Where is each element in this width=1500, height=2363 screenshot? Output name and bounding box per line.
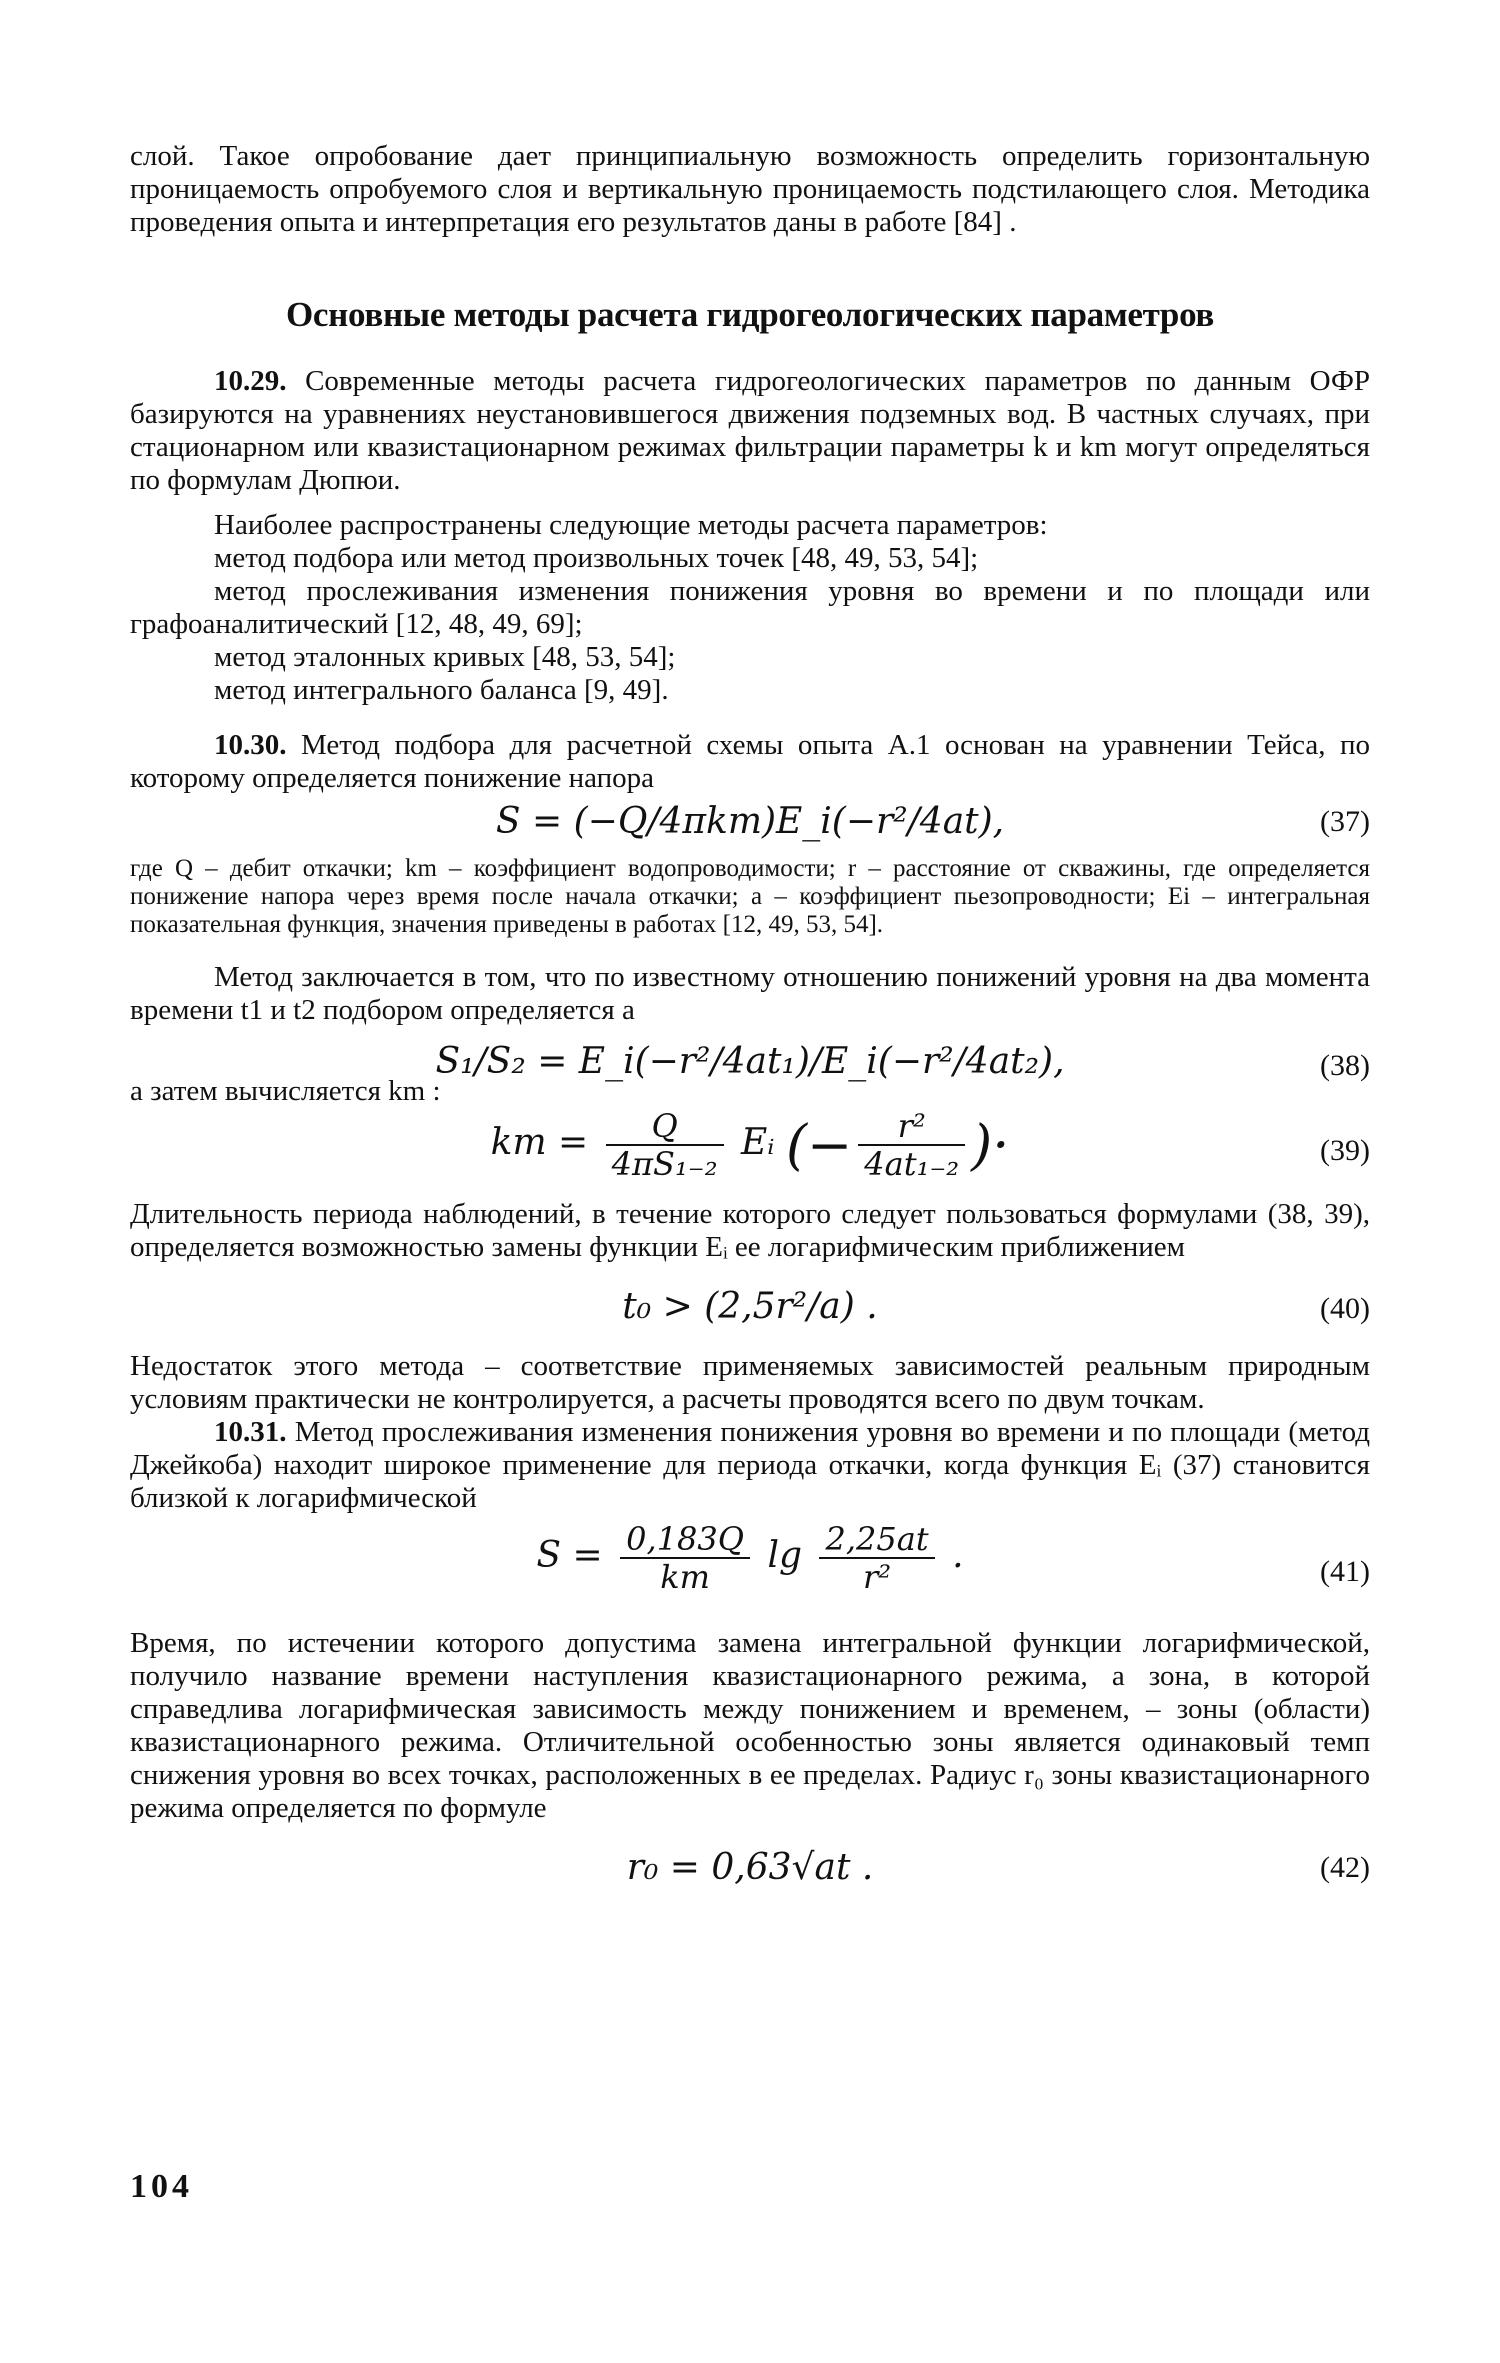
then-km-line: а затем вычисляется km :: [130, 1075, 441, 1107]
numerator: Q: [606, 1108, 724, 1146]
equation-body: S = (−Q/4πkm)E_i(−r²/4at),: [495, 801, 1005, 842]
equation-38: [130, 1027, 1370, 1097]
eq39-fraction-1: [606, 1108, 724, 1182]
equation-number: (40): [1320, 1292, 1370, 1325]
eq39-lhs: km =: [490, 1122, 589, 1163]
eq41-period: .: [952, 1535, 964, 1576]
equation-number: (39): [1320, 1134, 1370, 1167]
section-heading: Основные методы расчета гидрогеологических параметров: [285, 295, 1215, 334]
numerator: 0,183Q: [620, 1521, 750, 1559]
methods-intro: Наиболее распространены следующие методы расчета параметров:: [214, 509, 1048, 541]
equation-body: t₀ > (2,5r²/a) .: [622, 1286, 878, 1327]
paragraph-10-30: [130, 729, 1370, 795]
method-item-3: метод эталонных кривых [48, 53, 54];: [214, 641, 676, 673]
paragraph-number: 10.29.: [214, 365, 287, 397]
paragraph-text: Современные методы расчета гидрогеологических параметров по данным ОФР базируются на уравнениях неустановившегося движения подземных вод. В частных случаях, при стационарном или квазистационарном режимах фильтрации параметры k и km могут определяться по формулам Дюпюи.: [130, 365, 1370, 496]
paragraph-10-31: [130, 1416, 1370, 1515]
equation-number: (38): [1320, 1049, 1370, 1082]
paragraph-text: Метод прослеживания изменения понижения уровня во времени и по площади (метод Джейкоба) находит широкое применение для периода откачки, когда функция Eᵢ (37) становится близкой к логарифмической: [130, 1416, 1370, 1514]
equation-41: [130, 1515, 1370, 1615]
denominator: 4at₁₋₂: [864, 1145, 960, 1183]
page-number: 104: [130, 2168, 193, 2205]
eq41-lhs: S =: [536, 1535, 603, 1576]
denominator: 4πS₁₋₂: [611, 1145, 718, 1183]
numerator: 2,25at: [819, 1521, 934, 1559]
equation-number: (37): [1320, 805, 1370, 838]
drawback-paragraph: Недостаток этого метода – соответствие применяемых зависимостей реальным природным условиям практически не контролируется, а расчеты проводятся всего по двум точкам.: [130, 1350, 1370, 1415]
right-paren: )·: [971, 1113, 1010, 1177]
paragraph-10-29: [130, 365, 1370, 497]
method-item-2: метод прослеживания изменения понижения уровня во времени и по площади или графоаналитический [12, 48, 49, 69];: [130, 575, 1370, 640]
equation-39: [130, 1108, 1370, 1198]
eq39-function: Eᵢ: [740, 1122, 775, 1163]
numerator: r²: [858, 1108, 965, 1146]
eq41-fraction-2: [819, 1521, 934, 1595]
method-description: Метод заключается в том, что по известному отношению понижений уровня на два момента времени t1 и t2 подбором определяется a: [130, 961, 1370, 1026]
equation-body: S₁/S₂ = E_i(−r²/4at₁)/E_i(−r²/4at₂),: [435, 1041, 1065, 1082]
intro-paragraph: слой. Такое опробование дает принципиальную возможность определить горизонтальную проницаемость опробуемого слоя и вертикальную проницаемость подстилающего слоя. Методика проведения опыта и интерпретация его результатов даны в работе [84] .: [130, 140, 1370, 238]
paragraph-number: 10.31.: [214, 1416, 287, 1448]
equation-body: [130, 1108, 1370, 1182]
equation-body: [130, 1521, 1370, 1595]
duration-paragraph: Длительность периода наблюдений, в течение которого следует пользоваться формулами (38, 39), определяется возможностью замены функции Eᵢ ее логарифмическим приближением: [130, 1198, 1370, 1263]
equation-number: (42): [1320, 1851, 1370, 1884]
equation-number: (41): [1320, 1555, 1370, 1588]
paragraph-text: Метод подбора для расчетной схемы опыта А.1 основан на уравнении Тейса, по которому определяется понижение напора: [130, 729, 1371, 794]
equation-body: r₀ = 0,63√at .: [626, 1847, 874, 1888]
equation-40: [130, 1264, 1370, 1350]
left-paren: (−: [785, 1113, 853, 1177]
method-item-4: метод интегрального баланса [9, 49].: [214, 674, 669, 706]
eq39-fraction-2: [858, 1108, 965, 1182]
eq41-log: lg: [767, 1535, 803, 1576]
method-item-1: метод подбора или метод произвольных точек [48, 49, 53, 54];: [214, 542, 979, 574]
denominator: r²: [863, 1558, 892, 1596]
time-paragraph: Время, по истечении которого допустима замена интегральной функции логарифмической, получило название времени наступления квазистационарного режима, а зона, в которой справедлива логарифмическая зависимость между понижением и временем, – зоны (области) квазистационарного режима. Отличительной особенностью зоны является одинаковый темп снижения уровня во всех точках, расположенных в ее пределах. Радиус r₀ зоны квазистационарного режима определяется по формуле: [130, 1627, 1370, 1824]
denominator: km: [660, 1558, 710, 1596]
equation-42: [130, 1825, 1370, 1905]
paragraph-number: 10.30.: [214, 729, 287, 761]
equation-37: [130, 795, 1370, 855]
page-body: [130, 140, 1370, 1905]
eq41-fraction-1: [620, 1521, 750, 1595]
equation-37-legend: где Q – дебит откачки; km – коэффициент водопроводимости; r – расстояние от скважины, где определяется понижение напора через время после начала откачки; a – коэффициент пьезопроводности; Ei – интегральная показательная функция, значения приведены в работах [12, 49, 53, 54].: [130, 855, 1370, 938]
